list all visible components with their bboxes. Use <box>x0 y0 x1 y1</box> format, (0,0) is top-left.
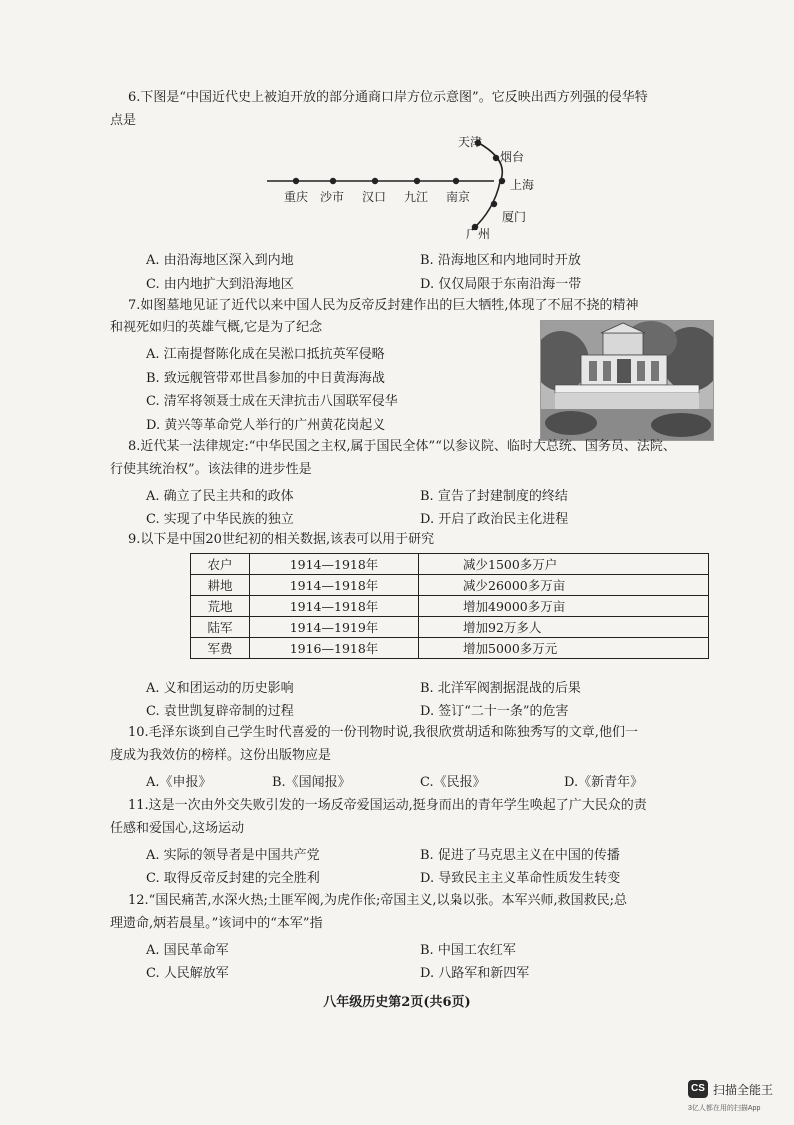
city-dot <box>414 178 420 184</box>
table-cell: 荒地 <box>191 596 250 617</box>
table-cell: 耕地 <box>191 575 250 596</box>
q9-data-table <box>190 553 709 659</box>
city-dot <box>491 201 497 207</box>
camscanner-logo-icon: CS <box>688 1080 708 1098</box>
city-label-yantai: 烟台 <box>500 150 525 164</box>
table-cell: 1914—1918年 <box>250 596 419 617</box>
city-dot <box>330 178 336 184</box>
table-cell: 增加5000多万元 <box>419 638 709 659</box>
q8-stem-line1: 8.近代某一法律规定:“中华民国之主权,属于国民全体”“以参议院、临时大总统、国务员、法院、 <box>128 439 676 454</box>
q12-stem-line1: 12.“国民痛苦,水深火热;土匪军阀,为虎作伥;帝国主义,以枭以张。本军兴师,救国救民;总 <box>128 893 627 908</box>
camscanner-name: 扫描全能王 <box>713 1083 774 1097</box>
q6-option-c[interactable]: C. 由内地扩大到沿海地区 <box>146 277 294 292</box>
q8-option-c[interactable]: C. 实现了中华民族的独立 <box>146 512 294 527</box>
city-label-tianjin: 天津 <box>458 135 483 149</box>
q11-stem-line2: 任感和爱国心,这场运动 <box>110 821 245 836</box>
q6-option-d[interactable]: D. 仅仅局限于东南沿海一带 <box>420 277 582 292</box>
q12-stem-line2: 理遗命,炳若晨星。”该词中的“本军”指 <box>110 916 323 931</box>
table-cell: 1916—1918年 <box>250 638 419 659</box>
q8-option-b[interactable]: B. 宣告了封建制度的终结 <box>420 489 568 504</box>
table-cell: 减少26000多万亩 <box>419 575 709 596</box>
page-footer: 八年级历史第2页(共6页) <box>323 995 471 1010</box>
q7-option-a[interactable]: A. 江南提督陈化成在吴淞口抵抗英军侵略 <box>146 347 385 362</box>
q8-stem-line2: 行使其统治权”。该法律的进步性是 <box>110 462 312 477</box>
q8-option-d[interactable]: D. 开启了政治民主化进程 <box>420 512 569 527</box>
table-cell: 1914—1919年 <box>250 617 419 638</box>
city-label-guangzhou: 广州 <box>466 227 491 241</box>
q12-option-c[interactable]: C. 人民解放军 <box>146 966 229 981</box>
q6-stem-line2: 点是 <box>110 113 137 128</box>
q9-stem-line1: 9.以下是中国20世纪初的相关数据,该表可以用于研究 <box>128 532 435 547</box>
table-cell: 减少1500多万户 <box>419 554 709 575</box>
memorial-cemetery-photo <box>540 320 714 441</box>
city-label-hankou: 汉口 <box>362 190 387 204</box>
q12-option-a[interactable]: A. 国民革命军 <box>146 943 229 958</box>
camscanner-tagline: 3亿人都在用的扫描App <box>688 1105 761 1112</box>
q7-option-d[interactable]: D. 黄兴等革命党人举行的广州黄花岗起义 <box>146 418 386 433</box>
city-label-xiamen: 厦门 <box>502 210 527 224</box>
q9-option-c[interactable]: C. 袁世凯复辟帝制的过程 <box>146 704 294 719</box>
q8-option-a[interactable]: A. 确立了民主共和的政体 <box>146 489 294 504</box>
q11-option-a[interactable]: A. 实际的领导者是中国共产党 <box>146 848 320 863</box>
q10-option-d[interactable]: D.《新青年》 <box>564 775 644 790</box>
city-label-shashi: 沙市 <box>320 190 345 204</box>
city-dot <box>453 178 459 184</box>
q9-option-b[interactable]: B. 北洋军阀割据混战的后果 <box>420 681 581 696</box>
q11-stem-line1: 11.这是一次由外交失败引发的一场反帝爱国运动,挺身而出的青年学生唤起了广大民众的责 <box>128 798 647 813</box>
table-cell: 增加92万多人 <box>419 617 709 638</box>
q11-option-c[interactable]: C. 取得反帝反封建的完全胜利 <box>146 871 320 886</box>
q12-option-d[interactable]: D. 八路军和新四军 <box>420 966 530 981</box>
q7-option-b[interactable]: B. 致远舰管带邓世昌参加的中日黄海海战 <box>146 371 385 386</box>
table-row <box>191 638 709 659</box>
q10-stem-line1: 10.毛泽东谈到自己学生时代喜爱的一份刊物时说,我很欣赏胡适和陈独秀写的文章,他们一 <box>128 725 638 740</box>
q10-option-c[interactable]: C.《民报》 <box>420 775 486 790</box>
q7-stem-line1: 7.如图墓地见证了近代以来中国人民为反帝反封建作出的巨大牺牲,体现了不屈不挠的精神 <box>128 298 639 313</box>
q9-option-a[interactable]: A. 义和团运动的历史影响 <box>146 681 294 696</box>
q10-stem-line2: 度成为我效仿的榜样。这份出版物应是 <box>110 748 332 763</box>
city-dot <box>493 155 499 161</box>
table-row <box>191 596 709 617</box>
table-row <box>191 617 709 638</box>
q12-option-b[interactable]: B. 中国工农红军 <box>420 943 516 958</box>
city-dot <box>499 178 505 184</box>
city-dot <box>293 178 299 184</box>
q9-option-d[interactable]: D. 签订“二十一条”的危害 <box>420 704 569 719</box>
q11-option-b[interactable]: B. 促进了马克思主义在中国的传播 <box>420 848 620 863</box>
table-cell: 陆军 <box>191 617 250 638</box>
q6-stem-line1: 6.下图是“中国近代史上被迫开放的部分通商口岸方位示意图”。它反映出西方列强的侵华特 <box>128 90 648 105</box>
q7-stem-line2: 和视死如归的英雄气概,它是为了纪念 <box>110 320 323 335</box>
table-cell: 1914—1918年 <box>250 575 419 596</box>
table-cell: 农户 <box>191 554 250 575</box>
q10-option-b[interactable]: B.《国闻报》 <box>272 775 351 790</box>
city-label-nanjing: 南京 <box>446 190 471 204</box>
table-row <box>191 554 709 575</box>
q11-option-d[interactable]: D. 导致民主主义革命性质发生转变 <box>420 871 621 886</box>
q7-option-c[interactable]: C. 清军将领聂士成在天津抗击八国联军侵华 <box>146 394 398 409</box>
city-label-jiujiang: 九江 <box>404 190 429 204</box>
table-cell: 增加49000多万亩 <box>419 596 709 617</box>
q6-option-a[interactable]: A. 由沿海地区深入到内地 <box>146 253 294 268</box>
city-label-shanghai: 上海 <box>510 178 535 192</box>
table-row <box>191 575 709 596</box>
q6-option-b[interactable]: B. 沿海地区和内地同时开放 <box>420 253 581 268</box>
q10-option-a[interactable]: A.《申报》 <box>146 775 212 790</box>
city-dot <box>372 178 378 184</box>
table-cell: 1914—1918年 <box>250 554 419 575</box>
table-cell: 军费 <box>191 638 250 659</box>
city-label-chongqing: 重庆 <box>284 190 309 204</box>
